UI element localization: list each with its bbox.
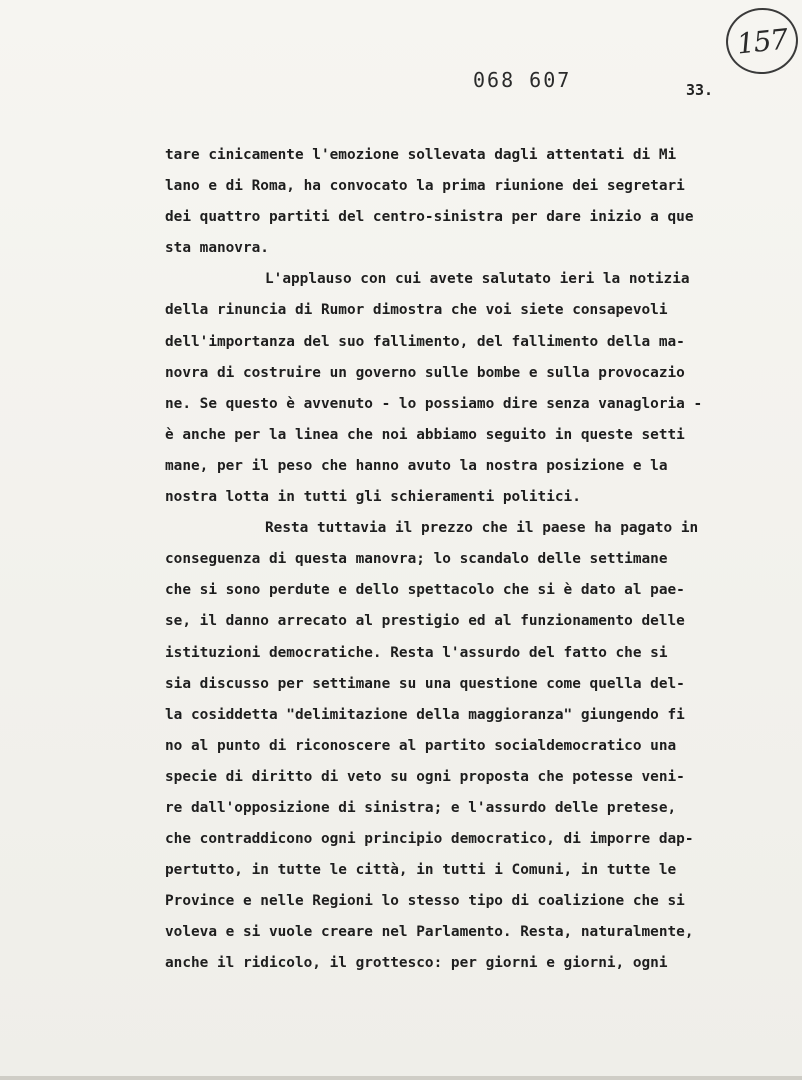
text-line: pertutto, in tutte le città, in tutti i Comuni, in tutte le <box>165 862 677 879</box>
text-line: no al punto di riconoscere al partito socialdemocratico una <box>165 737 677 754</box>
text-line: la cosiddetta "delimitazione della maggioranza" giungendo fi <box>165 706 685 723</box>
page-stamp: 157 <box>723 4 802 77</box>
text-line: dell'importanza del suo fallimento, del fallimento della ma- <box>165 333 685 350</box>
text-line: è anche per la linea che noi abbiamo seguito in queste setti <box>165 426 685 443</box>
text-line: della rinuncia di Rumor dimostra che voi siete consapevoli <box>165 302 668 319</box>
text-line: ne. Se questo è avvenuto - lo possiamo dire senza vanagloria - <box>165 395 703 412</box>
text-line: sia discusso per settimane su una questione come quella del- <box>165 675 685 692</box>
text-line: conseguenza di questa manovra; lo scandalo delle settimane <box>165 551 668 568</box>
text-line: specie di diritto di veto su ogni proposta che potesse veni- <box>165 768 685 785</box>
text-line: nostra lotta in tutti gli schieramenti politici. <box>165 489 581 506</box>
text-line: re dall'opposizione di sinistra; e l'assurdo delle pretese, <box>165 799 677 816</box>
text-line: voleva e si vuole creare nel Parlamento. Resta, naturalmente, <box>165 924 694 941</box>
text-line: dei quattro partiti del centro-sinistra per dare inizio a que <box>165 209 694 226</box>
text-line: sta manovra. <box>165 240 269 257</box>
text-line: che si sono perdute e dello spettacolo che si è dato al pae- <box>165 582 685 599</box>
text-line: Resta tuttavia il prezzo che il paese ha pagato in <box>265 520 699 537</box>
text-line: se, il danno arrecato al prestigio ed al funzionamento delle <box>165 613 685 630</box>
text-line: anche il ridicolo, il grottesco: per giorni e giorni, ogni <box>165 955 668 972</box>
text-line: lano e di Roma, ha convocato la prima riunione dei segretari <box>165 178 685 195</box>
text-line: istituzioni democratiche. Resta l'assurdo del fatto che si <box>165 644 668 661</box>
archive-number: 068 607 <box>473 68 572 92</box>
text-line: novra di costruire un governo sulle bombe e sulla provocazio <box>165 364 685 381</box>
page-bottom-edge <box>0 1076 802 1080</box>
text-line: Province e nelle Regioni lo stesso tipo di coalizione che si <box>165 893 685 910</box>
text-line: L'applauso con cui avete salutato ieri la notizia <box>265 271 690 288</box>
text-line: che contraddicono ogni principio democratico, di imporre dap- <box>165 831 694 848</box>
text-line: tare cinicamente l'emozione sollevata dagli attentati di Mi <box>165 147 677 163</box>
page-number: 33. <box>686 81 714 99</box>
text-line: mane, per il peso che hanno avuto la nostra posizione e la <box>165 457 668 474</box>
typed-text-body <box>165 140 793 980</box>
